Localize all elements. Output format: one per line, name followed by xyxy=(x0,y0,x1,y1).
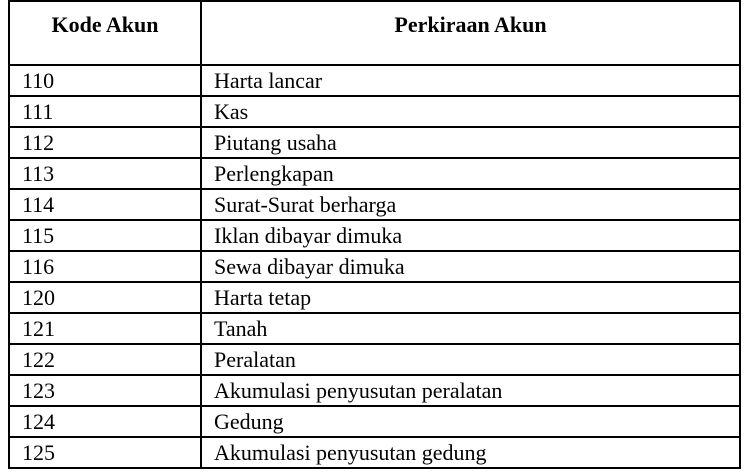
table-row xyxy=(9,282,740,313)
table-body xyxy=(9,65,740,468)
header-account-name: Perkiraan Akun xyxy=(201,1,740,65)
table-row xyxy=(9,344,740,375)
account-code-cell: 111 xyxy=(9,96,201,127)
table-row xyxy=(9,406,740,437)
account-code-cell: 115 xyxy=(9,220,201,251)
table-header xyxy=(9,1,740,65)
account-name-cell: Piutang usaha xyxy=(201,127,740,158)
account-code-cell: 110 xyxy=(9,65,201,96)
account-name-cell: Kas xyxy=(201,96,740,127)
account-name-cell: Perlengkapan xyxy=(201,158,740,189)
table-row xyxy=(9,220,740,251)
account-code-cell: 116 xyxy=(9,251,201,282)
account-name-cell: Akumulasi penyusutan peralatan xyxy=(201,375,740,406)
account-name-cell: Harta tetap xyxy=(201,282,740,313)
account-code-cell: 120 xyxy=(9,282,201,313)
table-row xyxy=(9,437,740,468)
account-code-cell: 112 xyxy=(9,127,201,158)
table-row xyxy=(9,158,740,189)
account-code-cell: 125 xyxy=(9,437,201,468)
account-name-cell: Gedung xyxy=(201,406,740,437)
table-row xyxy=(9,375,740,406)
table-row xyxy=(9,251,740,282)
account-name-cell: Sewa dibayar dimuka xyxy=(201,251,740,282)
account-name-cell: Surat-Surat berharga xyxy=(201,189,740,220)
account-name-cell: Peralatan xyxy=(201,344,740,375)
table-row xyxy=(9,65,740,96)
account-code-cell: 123 xyxy=(9,375,201,406)
account-code-cell: 122 xyxy=(9,344,201,375)
table-row xyxy=(9,127,740,158)
account-name-cell: Harta lancar xyxy=(201,65,740,96)
header-row xyxy=(9,1,740,65)
account-name-cell: Akumulasi penyusutan gedung xyxy=(201,437,740,468)
account-code-cell: 114 xyxy=(9,189,201,220)
table-row xyxy=(9,313,740,344)
account-code-cell: 121 xyxy=(9,313,201,344)
account-code-cell: 113 xyxy=(9,158,201,189)
accounts-table xyxy=(8,0,741,469)
account-code-cell: 124 xyxy=(9,406,201,437)
account-name-cell: Iklan dibayar dimuka xyxy=(201,220,740,251)
table-row xyxy=(9,189,740,220)
header-account-code: Kode Akun xyxy=(9,1,201,65)
table-row xyxy=(9,96,740,127)
account-name-cell: Tanah xyxy=(201,313,740,344)
